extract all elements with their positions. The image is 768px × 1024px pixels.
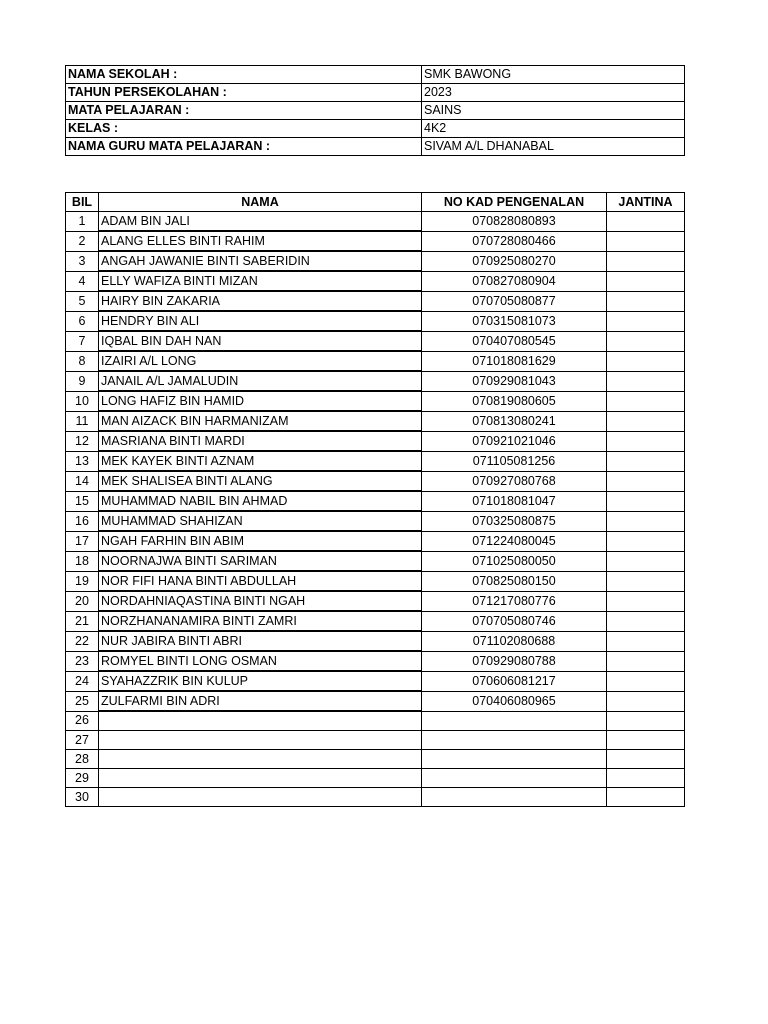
cell-bil: 4	[66, 271, 99, 291]
table-row	[66, 231, 685, 251]
cell-jantina	[607, 651, 685, 671]
info-row	[66, 84, 685, 102]
cell-bil: 20	[66, 591, 99, 611]
table-row	[66, 788, 685, 807]
header-nama: NAMA	[99, 193, 422, 212]
cell-nama: MUHAMMAD NABIL BIN AHMAD	[99, 491, 422, 511]
cell-nama: LONG HAFIZ BIN HAMID	[99, 391, 422, 411]
cell-jantina	[607, 371, 685, 391]
cell-nama: IQBAL BIN DAH NAN	[99, 331, 422, 351]
cell-ic: 070921021046	[422, 431, 607, 451]
cell-bil: 23	[66, 651, 99, 671]
cell-ic: 070705080746	[422, 611, 607, 631]
cell-ic: 070929081043	[422, 371, 607, 391]
cell-ic: 071025080050	[422, 551, 607, 571]
info-value: SMK BAWONG	[422, 66, 685, 84]
cell-jantina	[607, 571, 685, 591]
cell-ic: 070819080605	[422, 391, 607, 411]
student-list-table	[65, 192, 685, 807]
info-label: MATA PELAJARAN :	[66, 102, 422, 120]
cell-jantina	[607, 551, 685, 571]
cell-ic	[422, 731, 607, 750]
cell-bil: 24	[66, 671, 99, 691]
table-row	[66, 750, 685, 769]
cell-nama: NOR FIFI HANA BINTI ABDULLAH	[99, 571, 422, 591]
cell-bil: 8	[66, 351, 99, 371]
school-info-body	[66, 66, 685, 156]
table-row	[66, 651, 685, 671]
table-row	[66, 611, 685, 631]
cell-jantina	[607, 671, 685, 691]
table-row	[66, 769, 685, 788]
cell-nama	[99, 769, 422, 788]
cell-nama: HAIRY BIN ZAKARIA	[99, 291, 422, 311]
header-jantina: JANTINA	[607, 193, 685, 212]
table-row	[66, 691, 685, 711]
cell-bil: 6	[66, 311, 99, 331]
cell-nama: ELLY WAFIZA BINTI MIZAN	[99, 271, 422, 291]
cell-nama	[99, 788, 422, 807]
cell-ic: 070325080875	[422, 511, 607, 531]
cell-nama: IZAIRI A/L LONG	[99, 351, 422, 371]
cell-bil: 11	[66, 411, 99, 431]
info-value: SIVAM A/L DHANABAL	[422, 138, 685, 156]
table-row	[66, 551, 685, 571]
cell-bil: 26	[66, 711, 99, 731]
table-row	[66, 291, 685, 311]
cell-bil: 22	[66, 631, 99, 651]
cell-ic	[422, 750, 607, 769]
table-row	[66, 251, 685, 271]
cell-ic: 070406080965	[422, 691, 607, 711]
cell-jantina	[607, 531, 685, 551]
table-row	[66, 411, 685, 431]
cell-jantina	[607, 231, 685, 251]
cell-jantina	[607, 311, 685, 331]
info-value: 2023	[422, 84, 685, 102]
cell-jantina	[607, 291, 685, 311]
cell-jantina	[607, 331, 685, 351]
cell-bil: 17	[66, 531, 99, 551]
cell-nama: ANGAH JAWANIE BINTI SABERIDIN	[99, 251, 422, 271]
cell-jantina	[607, 511, 685, 531]
cell-nama: JANAIL A/L JAMALUDIN	[99, 371, 422, 391]
cell-jantina	[607, 271, 685, 291]
cell-ic	[422, 788, 607, 807]
table-row	[66, 471, 685, 491]
cell-jantina	[607, 711, 685, 731]
cell-jantina	[607, 491, 685, 511]
cell-bil: 29	[66, 769, 99, 788]
table-row	[66, 371, 685, 391]
info-label: NAMA GURU MATA PELAJARAN :	[66, 138, 422, 156]
cell-bil: 30	[66, 788, 99, 807]
cell-ic: 070827080904	[422, 271, 607, 291]
table-row	[66, 491, 685, 511]
cell-bil: 28	[66, 750, 99, 769]
table-row	[66, 212, 685, 232]
cell-ic: 070925080270	[422, 251, 607, 271]
cell-nama: NOORNAJWA BINTI SARIMAN	[99, 551, 422, 571]
cell-bil: 3	[66, 251, 99, 271]
cell-bil: 27	[66, 731, 99, 750]
cell-bil: 10	[66, 391, 99, 411]
info-value: SAINS	[422, 102, 685, 120]
table-row	[66, 571, 685, 591]
cell-bil: 21	[66, 611, 99, 631]
cell-bil: 16	[66, 511, 99, 531]
cell-nama: MASRIANA BINTI MARDI	[99, 431, 422, 451]
cell-nama: NORZHANANAMIRA BINTI ZAMRI	[99, 611, 422, 631]
info-row	[66, 66, 685, 84]
cell-bil: 18	[66, 551, 99, 571]
table-row	[66, 351, 685, 371]
cell-jantina	[607, 631, 685, 651]
cell-jantina	[607, 591, 685, 611]
cell-jantina	[607, 411, 685, 431]
cell-nama: ROMYEL BINTI LONG OSMAN	[99, 651, 422, 671]
table-row	[66, 431, 685, 451]
table-row	[66, 391, 685, 411]
cell-ic: 070606081217	[422, 671, 607, 691]
cell-bil: 19	[66, 571, 99, 591]
cell-jantina	[607, 611, 685, 631]
cell-nama: NGAH FARHIN BIN ABIM	[99, 531, 422, 551]
cell-nama	[99, 711, 422, 731]
cell-ic: 070315081073	[422, 311, 607, 331]
cell-nama	[99, 731, 422, 750]
cell-ic	[422, 711, 607, 731]
cell-bil: 25	[66, 691, 99, 711]
cell-bil: 12	[66, 431, 99, 451]
student-list-body	[66, 212, 685, 807]
table-row	[66, 591, 685, 611]
cell-bil: 15	[66, 491, 99, 511]
info-row	[66, 138, 685, 156]
cell-nama: MUHAMMAD SHAHIZAN	[99, 511, 422, 531]
cell-nama: NUR JABIRA BINTI ABRI	[99, 631, 422, 651]
cell-ic	[422, 769, 607, 788]
cell-jantina	[607, 351, 685, 371]
info-label: NAMA SEKOLAH :	[66, 66, 422, 84]
info-row	[66, 120, 685, 138]
header-bil: BIL	[66, 193, 99, 212]
cell-nama: ADAM BIN JALI	[99, 212, 422, 232]
cell-nama: MAN AIZACK BIN HARMANIZAM	[99, 411, 422, 431]
cell-nama: ALANG ELLES BINTI RAHIM	[99, 231, 422, 251]
table-row	[66, 731, 685, 750]
cell-ic: 070407080545	[422, 331, 607, 351]
cell-nama: SYAHAZZRIK BIN KULUP	[99, 671, 422, 691]
cell-nama: NORDAHNIAQASTINA BINTI NGAH	[99, 591, 422, 611]
cell-ic: 071224080045	[422, 531, 607, 551]
table-row	[66, 451, 685, 471]
cell-bil: 9	[66, 371, 99, 391]
cell-jantina	[607, 212, 685, 232]
cell-ic: 070705080877	[422, 291, 607, 311]
info-value: 4K2	[422, 120, 685, 138]
cell-nama: HENDRY BIN ALI	[99, 311, 422, 331]
info-label: TAHUN PERSEKOLAHAN :	[66, 84, 422, 102]
cell-jantina	[607, 769, 685, 788]
cell-jantina	[607, 788, 685, 807]
cell-ic: 071018081047	[422, 491, 607, 511]
cell-jantina	[607, 731, 685, 750]
cell-nama: ZULFARMI BIN ADRI	[99, 691, 422, 711]
cell-jantina	[607, 391, 685, 411]
table-row	[66, 271, 685, 291]
cell-ic: 071217080776	[422, 591, 607, 611]
cell-bil: 13	[66, 451, 99, 471]
school-info-table	[65, 65, 685, 156]
cell-jantina	[607, 431, 685, 451]
cell-nama: MEK KAYEK BINTI AZNAM	[99, 451, 422, 471]
info-row	[66, 102, 685, 120]
cell-bil: 7	[66, 331, 99, 351]
cell-ic: 070825080150	[422, 571, 607, 591]
cell-ic: 070929080788	[422, 651, 607, 671]
cell-bil: 1	[66, 212, 99, 232]
cell-jantina	[607, 471, 685, 491]
info-label: KELAS :	[66, 120, 422, 138]
cell-jantina	[607, 750, 685, 769]
cell-bil: 5	[66, 291, 99, 311]
table-row	[66, 671, 685, 691]
header-ic: NO KAD PENGENALAN	[422, 193, 607, 212]
cell-ic: 071105081256	[422, 451, 607, 471]
cell-bil: 14	[66, 471, 99, 491]
table-row	[66, 511, 685, 531]
cell-jantina	[607, 251, 685, 271]
table-row	[66, 631, 685, 651]
cell-nama	[99, 750, 422, 769]
table-header-row	[66, 193, 685, 212]
cell-bil: 2	[66, 231, 99, 251]
cell-nama: MEK SHALISEA BINTI ALANG	[99, 471, 422, 491]
cell-ic: 070927080768	[422, 471, 607, 491]
cell-ic: 070828080893	[422, 212, 607, 232]
table-row	[66, 311, 685, 331]
table-row	[66, 331, 685, 351]
cell-ic: 071018081629	[422, 351, 607, 371]
cell-jantina	[607, 691, 685, 711]
cell-ic: 070813080241	[422, 411, 607, 431]
cell-ic: 071102080688	[422, 631, 607, 651]
cell-jantina	[607, 451, 685, 471]
table-row	[66, 531, 685, 551]
cell-ic: 070728080466	[422, 231, 607, 251]
table-row	[66, 711, 685, 731]
